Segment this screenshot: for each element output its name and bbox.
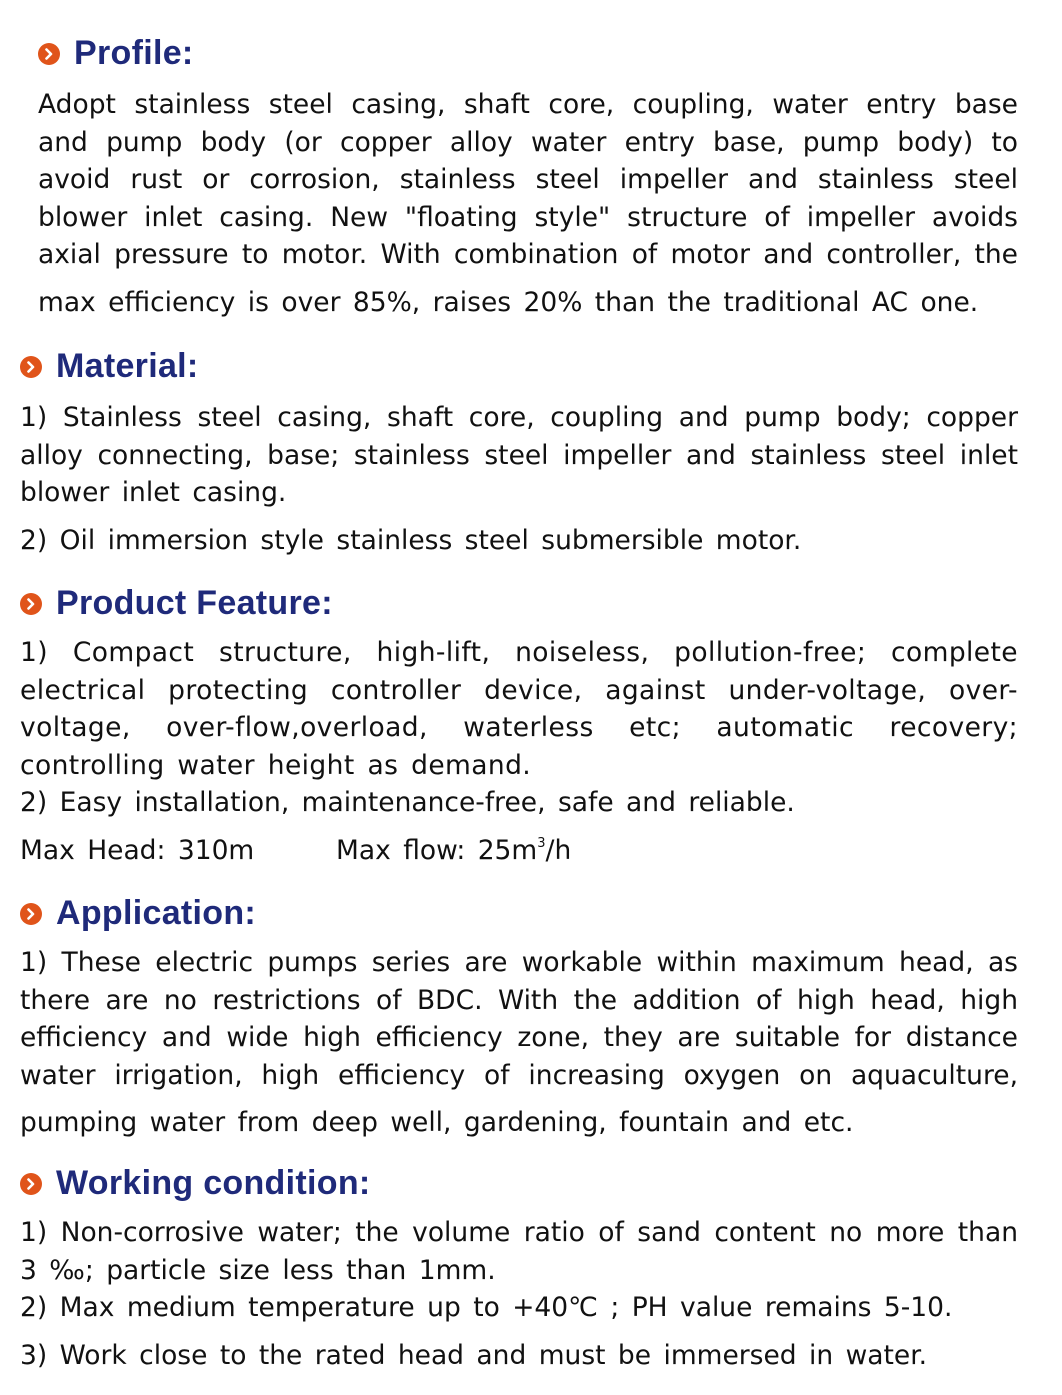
working-heading <box>20 1164 371 1203</box>
material-heading <box>20 347 199 386</box>
material-item-2: 2) Oil immersion style stainless steel submersible motor. <box>20 525 802 556</box>
application-text: 1) These electric pumps series are workable within maximum head, as there are no restrictions of BDC. With the addition of high head, high efficiency and wide high efficiency zone, they are suitable for distance water irrigation, high efficiency of increasing oxygen on aquaculture, <box>20 947 1018 1091</box>
chevron-right-circle-icon <box>38 43 60 65</box>
working-title: Working condition: <box>56 1164 371 1202</box>
feature-max-flow <box>336 832 571 870</box>
material-item-1: 1) Stainless steel casing, shaft core, coupling and pump body; copper alloy connecting, base; stainless steel impeller and stainless steel inlet blower inlet casing. <box>20 402 1018 508</box>
working-item-2: 2) Max medium temperature up to +40℃ ; PH value remains 5-10. <box>20 1292 953 1323</box>
chevron-right-circle-icon <box>20 356 42 378</box>
application-heading <box>20 894 256 933</box>
feature-heading <box>20 584 333 623</box>
application-title: Application: <box>56 894 257 932</box>
feature-title: Product Feature: <box>56 584 333 622</box>
profile-heading <box>38 34 194 73</box>
feature-max-head: Max Head: 310m <box>20 835 255 866</box>
feature-item-2: 2) Easy installation, maintenance-free, safe and reliable. <box>20 787 795 818</box>
profile-title: Profile: <box>74 34 194 72</box>
chevron-right-circle-icon <box>20 903 42 925</box>
max-flow-superscript: 3 <box>537 836 546 851</box>
working-item-3: 3) Work close to the rated head and must be immersed in water. <box>20 1340 928 1371</box>
chevron-right-circle-icon <box>20 593 42 615</box>
application-last-line: pumping water from deep well, gardening, fountain and etc. <box>20 1107 854 1138</box>
profile-last-line: max efficiency is over 85%, raises 20% than the traditional AC one. <box>38 287 979 318</box>
max-flow-label: Max flow: 25m <box>336 835 538 866</box>
material-title: Material: <box>56 347 199 385</box>
max-flow-unit: /h <box>545 835 572 866</box>
chevron-right-circle-icon <box>20 1173 42 1195</box>
feature-item-1: 1) Compact structure, high-lift, noiseless, pollution-free; complete electrical protecting controller device, against under-voltage, over-voltage, over-flow,overload, waterless etc; automatic recovery; controlling water height as demand. <box>20 637 1018 781</box>
working-item-1: 1) Non-corrosive water; the volume ratio of sand content no more than 3 ‰; particle size less than 1mm. <box>20 1217 1018 1286</box>
profile-text: Adopt stainless steel casing, shaft core, coupling, water entry base and pump body (or copper alloy water entry base, pump body) to avoid rust or corrosion, stainless steel impeller and stainless steel blower inlet casing. New "floating style" structure of impeller avoids axial pressure to motor. With combination of motor and controller, the <box>38 89 1018 270</box>
